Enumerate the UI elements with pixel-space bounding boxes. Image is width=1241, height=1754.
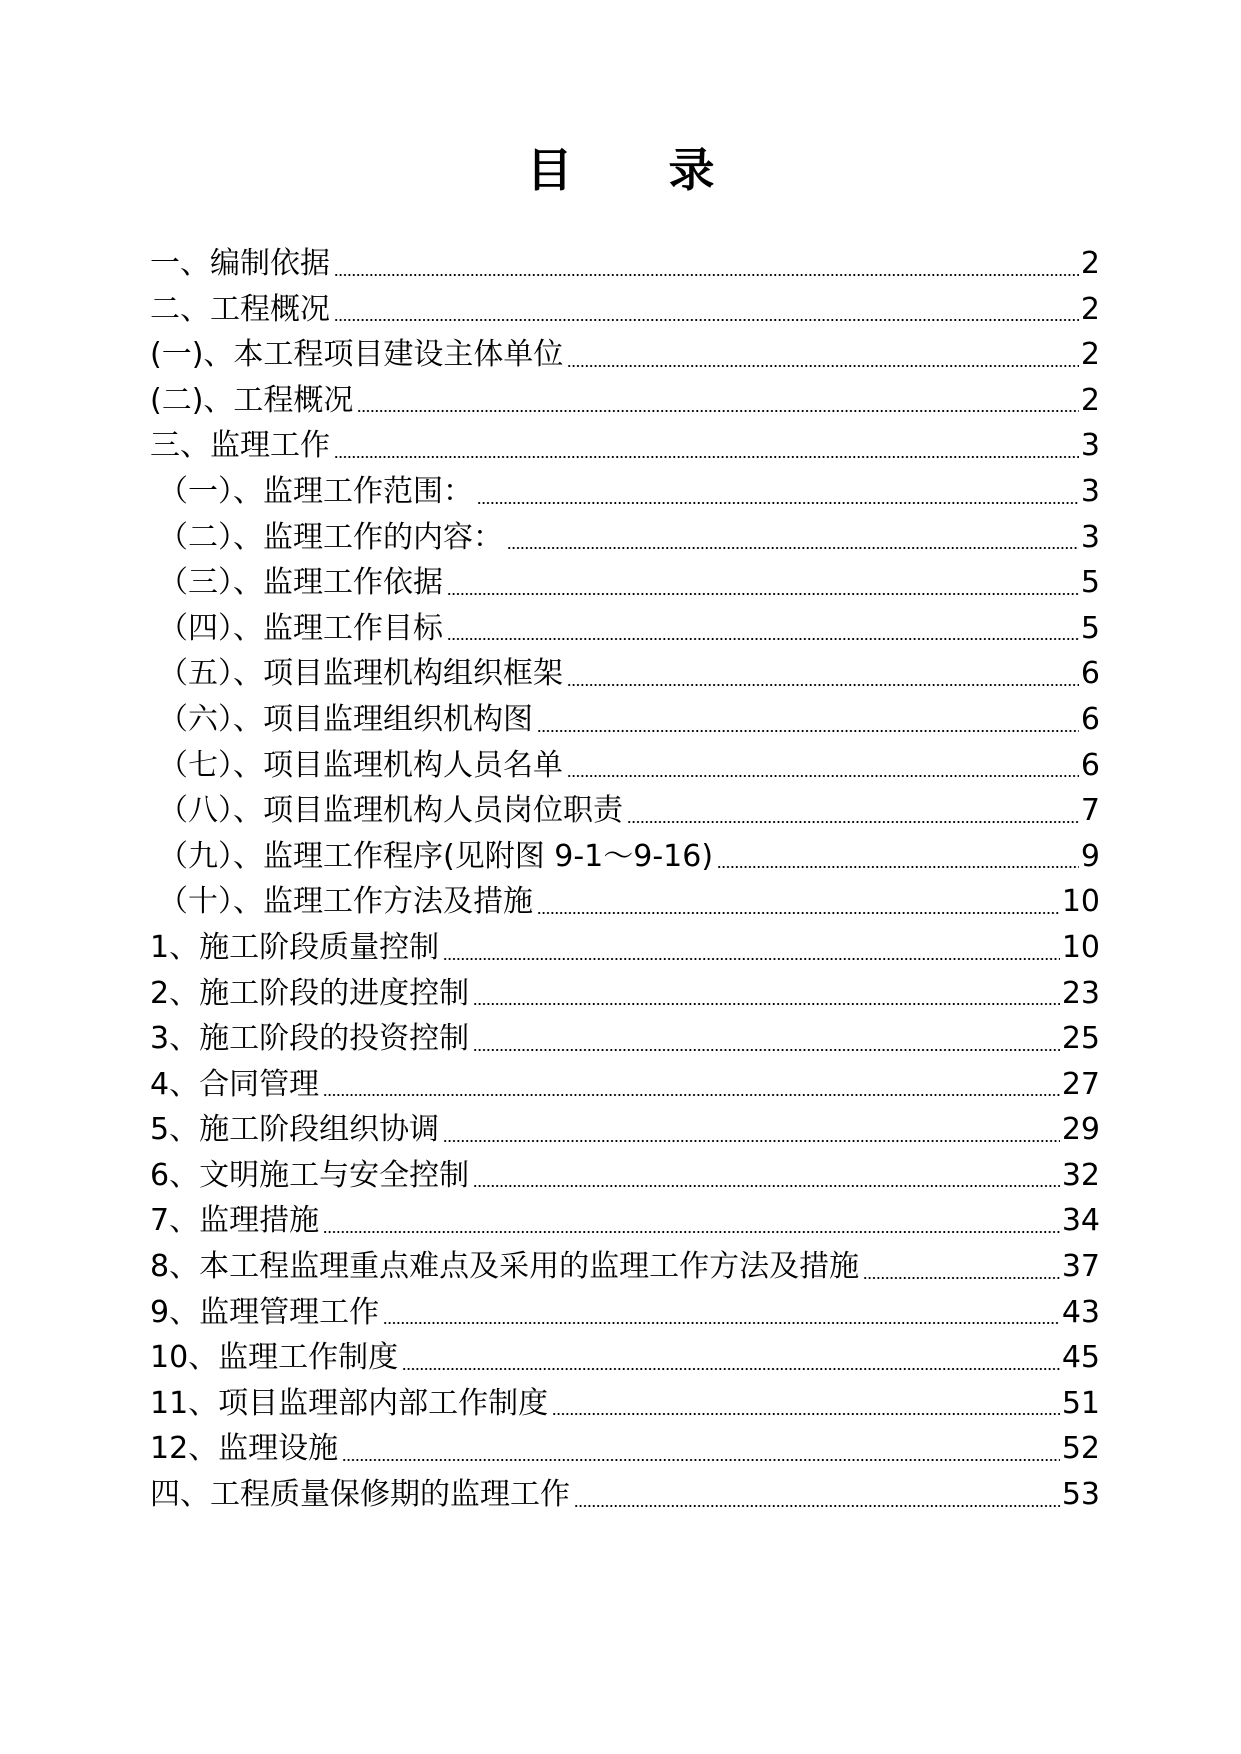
toc-entry-label: （三）、监理工作依据 [158,565,443,601]
toc-entry[interactable] [150,1062,1100,1108]
toc-entry-page-number: 53 [1061,1477,1100,1513]
toc-dot-leader [567,364,1078,368]
toc-dot-leader [567,683,1079,687]
toc-dot-leader [717,865,1079,869]
toc-entry[interactable] [150,606,1100,652]
toc-entry[interactable] [150,1107,1100,1153]
toc-entry[interactable] [150,1153,1100,1199]
toc-entry-page-number: 23 [1061,975,1100,1011]
toc-dot-leader [323,1093,1060,1097]
toc-dot-leader [473,1048,1060,1052]
toc-dot-leader [537,911,1060,915]
toc-entry-page-number: 32 [1061,1157,1100,1193]
toc-entry-page-number: 43 [1061,1294,1100,1330]
toc-entry[interactable] [150,925,1100,971]
toc-dot-leader [537,729,1079,733]
toc-entry-label: 12、监理设施 [150,1431,339,1467]
toc-entry[interactable] [150,423,1100,469]
toc-entry[interactable] [150,879,1100,925]
toc-dot-leader [574,1504,1060,1508]
toc-dot-leader [863,1276,1060,1280]
toc-entry-page-number: 27 [1061,1066,1100,1102]
toc-entry[interactable] [150,1244,1100,1290]
toc-entry[interactable] [150,971,1100,1017]
toc-dot-leader [477,501,1079,505]
toc-entry-page-number: 25 [1061,1021,1100,1057]
toc-dot-leader [627,820,1079,824]
toc-entry-page-number: 52 [1061,1431,1100,1467]
toc-entry[interactable] [150,743,1100,789]
toc-dot-leader [443,1139,1060,1143]
toc-entry-page-number: 9 [1080,838,1100,874]
toc-entry-label: 二、工程概况 [150,291,330,327]
toc-entry-page-number: 34 [1061,1203,1100,1239]
toc-entry-page-number: 10 [1061,929,1100,965]
toc-entry-page-number: 6 [1080,747,1100,783]
toc-entry[interactable] [150,287,1100,333]
toc-entry-label: 6、文明施工与安全控制 [150,1157,470,1193]
toc-entry-label: 1、施工阶段质量控制 [150,929,440,965]
toc-entry[interactable] [150,332,1100,378]
toc-entry-page-number: 3 [1080,473,1100,509]
toc-entry-label: （七）、项目监理机构人员名单 [158,747,563,783]
toc-entry[interactable] [150,1198,1100,1244]
toc-entry-label: 四、工程质量保修期的监理工作 [150,1477,570,1513]
toc-title: 目 录 [526,143,755,197]
toc-entry[interactable] [150,697,1100,743]
toc-dot-leader [342,1458,1060,1462]
toc-entry-label: （五）、项目监理机构组织框架 [158,656,563,692]
toc-dot-leader [473,1184,1060,1188]
toc-dot-leader [357,409,1078,413]
toc-entry-label: （四）、监理工作目标 [158,610,443,646]
toc-entry-label: 10、监理工作制度 [150,1340,399,1376]
toc-dot-leader [473,1002,1060,1006]
toc-entry-label: 11、项目监理部内部工作制度 [150,1385,549,1421]
toc-entry-page-number: 2 [1080,337,1100,373]
toc-entry-page-number: 51 [1061,1385,1100,1421]
toc-entry[interactable] [150,788,1100,834]
toc-dot-leader [507,546,1079,550]
toc-dot-leader [334,318,1079,322]
toc-entry-label: 三、监理工作 [150,428,330,464]
toc-entry-label: 5、施工阶段组织协调 [150,1112,440,1148]
toc-entry[interactable] [150,515,1100,561]
toc-entry-page-number: 7 [1080,793,1100,829]
toc-entry-label: （一）、监理工作范围： [158,473,473,509]
toc-entry-page-number: 3 [1080,428,1100,464]
toc-entry[interactable] [150,560,1100,606]
toc-entry-label: （二）、监理工作的内容： [158,519,503,555]
toc-entry-page-number: 2 [1080,291,1100,327]
toc-entry-label: (二)、工程概况 [150,382,354,418]
toc-dot-leader [443,957,1060,961]
toc-entry-label: （六）、项目监理组织机构图 [158,701,533,737]
toc-entry-label: 9、监理管理工作 [150,1294,380,1330]
toc-entry[interactable] [150,1016,1100,1062]
toc-dot-leader [334,273,1079,277]
toc-entry-page-number: 3 [1080,519,1100,555]
toc-dot-leader [383,1321,1060,1325]
toc-entry-label: （九）、监理工作程序(见附图 9-1～9-16) [158,838,714,874]
toc-entry-label: 2、施工阶段的进度控制 [150,975,470,1011]
toc-entry-label: 4、合同管理 [150,1066,320,1102]
toc-entry[interactable] [150,1381,1100,1427]
toc-entry[interactable] [150,651,1100,697]
toc-entry-page-number: 10 [1061,884,1100,920]
toc-dot-leader [447,637,1079,641]
toc-entry[interactable] [150,241,1100,287]
toc-entry[interactable] [150,1472,1100,1518]
toc-entry-page-number: 2 [1080,246,1100,281]
toc-dot-leader [323,1230,1060,1234]
toc-entry-page-number: 5 [1080,610,1100,646]
toc-dot-leader [447,592,1079,596]
toc-entry-page-number: 29 [1061,1112,1100,1148]
toc-entry-label: （八）、项目监理机构人员岗位职责 [158,793,623,829]
toc-entry-label: 7、监理措施 [150,1203,320,1239]
toc-dot-leader [552,1412,1060,1416]
toc-entry-page-number: 37 [1061,1249,1100,1285]
toc-entry-label: 3、施工阶段的投资控制 [150,1021,470,1057]
toc-entry[interactable] [150,1335,1100,1381]
toc-entry[interactable] [150,1426,1100,1472]
toc-entry-page-number: 5 [1080,565,1100,601]
toc-entry[interactable] [150,469,1100,515]
toc-entry-page-number: 2 [1080,382,1100,418]
toc-entry[interactable] [150,834,1100,880]
toc-entry-label: (一)、本工程项目建设主体单位 [150,337,564,373]
toc-entry-label: 一、编制依据 [150,246,330,281]
table-of-contents [150,241,1100,1518]
toc-dot-leader [567,774,1079,778]
toc-entry-label: 8、本工程监理重点难点及采用的监理工作方法及措施 [150,1249,860,1285]
toc-entry-page-number: 6 [1080,656,1100,692]
toc-entry[interactable] [150,1290,1100,1336]
toc-entry-page-number: 6 [1080,701,1100,737]
toc-entry[interactable] [150,378,1100,424]
toc-dot-leader [402,1367,1060,1371]
toc-dot-leader [334,455,1079,459]
toc-entry-page-number: 45 [1061,1340,1100,1376]
toc-entry-label: （十）、监理工作方法及措施 [158,884,533,920]
